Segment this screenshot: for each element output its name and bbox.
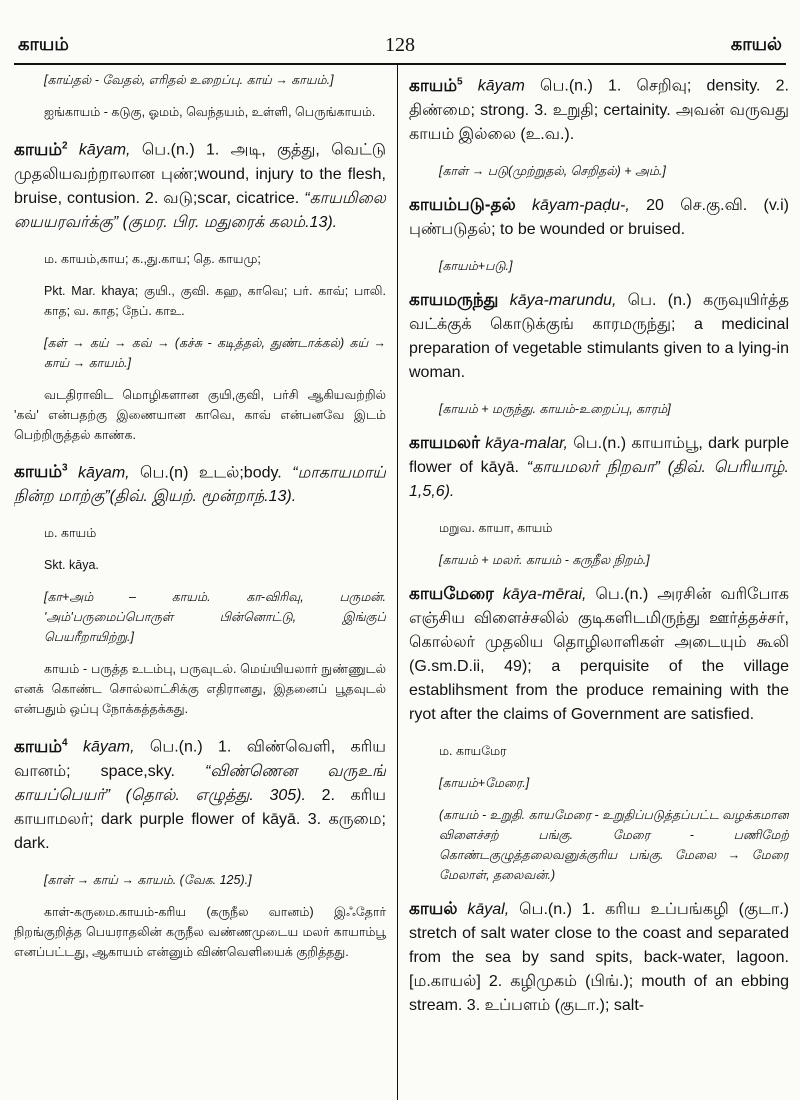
cognates: ம. காயமேர: [439, 743, 507, 758]
definition: 20 செ.கு.வி. (v.i) புண்படுதல்; to be wounded or bruised.: [409, 196, 789, 238]
dictionary-entry: [409, 288, 789, 385]
dictionary-entry: [409, 582, 789, 727]
page-header: [0, 0, 800, 62]
note: வடதிராவிட மொழிகளான குயி,குவி, பர்சி ஆகியவற்றில் 'கவ்' என்பதற்கு இணையான காவெ, காவ் என்பனவே இடம் பெற்றிருத்தல் காண்க.: [14, 387, 386, 442]
etymology: [காயம் + மருந்து. காயம்-உறைப்பு, காரம்]: [439, 401, 671, 416]
dictionary-entry: [409, 193, 789, 242]
note: காயம் - பருத்த உடம்பு, பருவுடல். மெய்யியலார் நுண்ணுடல் எனக் கொண்ட சொல்லாட்சிக்கு எதிரானது, இதனைப் பூதவுடல் என்பதும் ஒப்பு நோக்கத்தக்கது.: [14, 662, 386, 717]
headword: காயமேரை: [409, 583, 494, 603]
column-divider: [397, 64, 398, 1100]
cognates: ம. காயம்: [44, 526, 97, 541]
transliteration: kāyam,: [78, 464, 130, 482]
transliteration: kāyam,: [82, 738, 135, 756]
transliteration: kāya-marundu,: [509, 291, 617, 309]
headword: காயம்படு-தல்: [409, 194, 516, 214]
note: ஐங்காயம் - கடுகு, ஓமம், வெந்தயம், உள்ளி, பெருங்காயம்.: [44, 105, 376, 119]
headword: காயம்$^2$: [14, 139, 68, 159]
dictionary-entry: [409, 897, 789, 1018]
transliteration: kāya-malar,: [485, 434, 568, 452]
right-column: [409, 70, 789, 1100]
definition: 2. கரிய காயாமலர்; dark purple flower of kāyā. 3. கருமை; dark.: [14, 786, 386, 852]
headword: காயமருந்து: [409, 289, 499, 309]
cognates: Pkt. Mar. khaya; குயி., குவி. கஹ, காவெ; பர். காவ்; பாலி. காத; வ. காத; நேப். காஉ.: [44, 283, 386, 318]
etymology: [காயம்+படு.]: [439, 258, 513, 273]
header-left-guideword: காயம்: [18, 34, 69, 54]
etymology: [காய்தல் - வேதல், எரிதல் உறைப்பு. காய் → காயம்.]: [44, 73, 334, 87]
transliteration: kāyal,: [467, 900, 510, 918]
quotation: “மாகாயமாய் நின்ற மாற்கு”(திவ். இயற். மூன்றாந்.13).: [14, 464, 386, 506]
header-right-guideword: காயல்: [730, 34, 782, 54]
page-number: 128: [385, 34, 415, 56]
definition: பெ.(n) உடல்;body.: [140, 464, 282, 482]
definition: பெ.(n.) அரசின் வரிபோக எஞ்சிய விளைச்சலில் குடிகளிடமிருந்து ஊர்த்தச்சர், கொல்லர் முதலிய தொழிலாளிகள் அடையும் கூலி (G.sm.D.ii, 49); a perquisite of the village establihsment from the produce remaining with the ryot after the claims of Government are satisfied.: [409, 585, 789, 723]
headword: காயமலர்: [409, 432, 481, 452]
etymology: [காயம்+மேரை.]: [439, 775, 530, 790]
definition: பெ.(n.) 1. அடி, குத்து, வெட்டு முதலியவற்றாலான புண்;wound, injury to the flesh, bruise, contusion. 2. வடு;scar, cicatrice.: [14, 141, 386, 207]
headword: காயல்: [409, 898, 458, 918]
cognates: Skt. kāya.: [44, 558, 99, 573]
definition: பெ. (n.) கருவுயிர்த்த வட்க்குக் கொடுக்குங் காரமருந்து; a medicinal preparation of vegetable stimulants given to a lying-in woman.: [409, 291, 789, 381]
dictionary-entry: [14, 731, 386, 856]
etymology: [கா+அம் – காயம். கா-விரிவு, பருமன். 'அம்'பருமைப்பொருள் பின்னொட்டு, இங்குப் பெயரீறாயிற்று.]: [44, 590, 386, 645]
quotation: “விண்ணென வருஉங் காயப்பெயர்” (தொல். எழுத்து. 305).: [14, 762, 386, 804]
quotation: “காயமிலை யையரவர்க்கு” (குமர. பிர. மதுரைக் கலம்.13).: [14, 189, 386, 231]
definition: பெ.(n.) 1. செறிவு; density. 2. திண்மை; strong. 3. உறுதி; certainity. அவன் வருவது காயம் இல்லை (உ.வ.).: [409, 77, 789, 143]
headword: காயம்$^3$: [14, 462, 68, 482]
transliteration: kāyam-paḍu-,: [532, 196, 630, 214]
definition: பெ.(n.) காயாம்பூ, dark purple flower of kāyā.: [409, 434, 789, 476]
transliteration: kāya-mērai,: [502, 585, 587, 603]
quotation: “காயமலர் நிறவா” (திவ். பெரியாழ். 1,5,6).: [409, 458, 789, 500]
transliteration: kāyam,: [78, 141, 131, 159]
dictionary-entry: [14, 134, 386, 235]
dictionary-entry: [409, 70, 789, 147]
etymology: [காள் → படு(முற்றுதல், செறிதல்) + அம்.]: [439, 163, 666, 178]
headword: காயம்$^5$: [409, 75, 463, 95]
definition: பெ.(n.) 1. விண்வெளி, கரிய வானம்; space,sky.: [14, 738, 386, 780]
etymology-note: (காயம் - உறுதி. காயமேரை - உறுதிப்படுத்தப்பட்ட வழக்கமான விளைச்சற் பங்கு. மேரை - பணிமேற் கொண்டகுழுத்தலைவனுக்குரிய பங்கு. மேலை → மேரை மேலாள், தலைவன்.): [439, 807, 789, 882]
etymology: [காள் → காய் → காயம். (வேக. 125).]: [44, 872, 252, 887]
definition: பெ.(n.) 1. கரிய உப்பங்கழி (குடா.) stretch of salt water close to the coast and separated from the sea by sand spits, back-water, lagoon. [ம.காயல்] 2. கழிமுகம் (பிங்.); mouth of an ebbing stream. 3. உப்பளம் (குடா.); salt-: [409, 900, 789, 1014]
etymology: [கள் → கய் → கவ் → (கச்சு - கடித்தல், துண்டாக்கல்) கய் → காய் → காயம்.]: [44, 335, 386, 370]
dictionary-entry: [14, 457, 386, 510]
etymology: [காயம் + மலர். காயம் - கருநீல நிறம்.]: [439, 552, 650, 567]
header-rule: [14, 63, 786, 65]
cognates: ம. காயம்,காய; க.,து.காய; தெ. காயமு;: [44, 251, 261, 266]
headword: காயம்$^4$: [14, 736, 68, 756]
left-column: [14, 70, 386, 1100]
cognates: மறுவ. காயா, காயம்: [439, 520, 553, 535]
dictionary-entry: [409, 431, 789, 504]
transliteration: kāyam: [477, 77, 525, 95]
note: காள்-கருமை.காயம்-கரிய (கருநீல வானம்) இஃதோர் நிறங்குறித்த பெயராதலின் கருநீல வண்ணமுடைய மலர் காயாம்பூ எனப்பட்டது, ஆகாயம் என்னும் விண்வெளியைக் குறித்தது.: [14, 904, 386, 959]
